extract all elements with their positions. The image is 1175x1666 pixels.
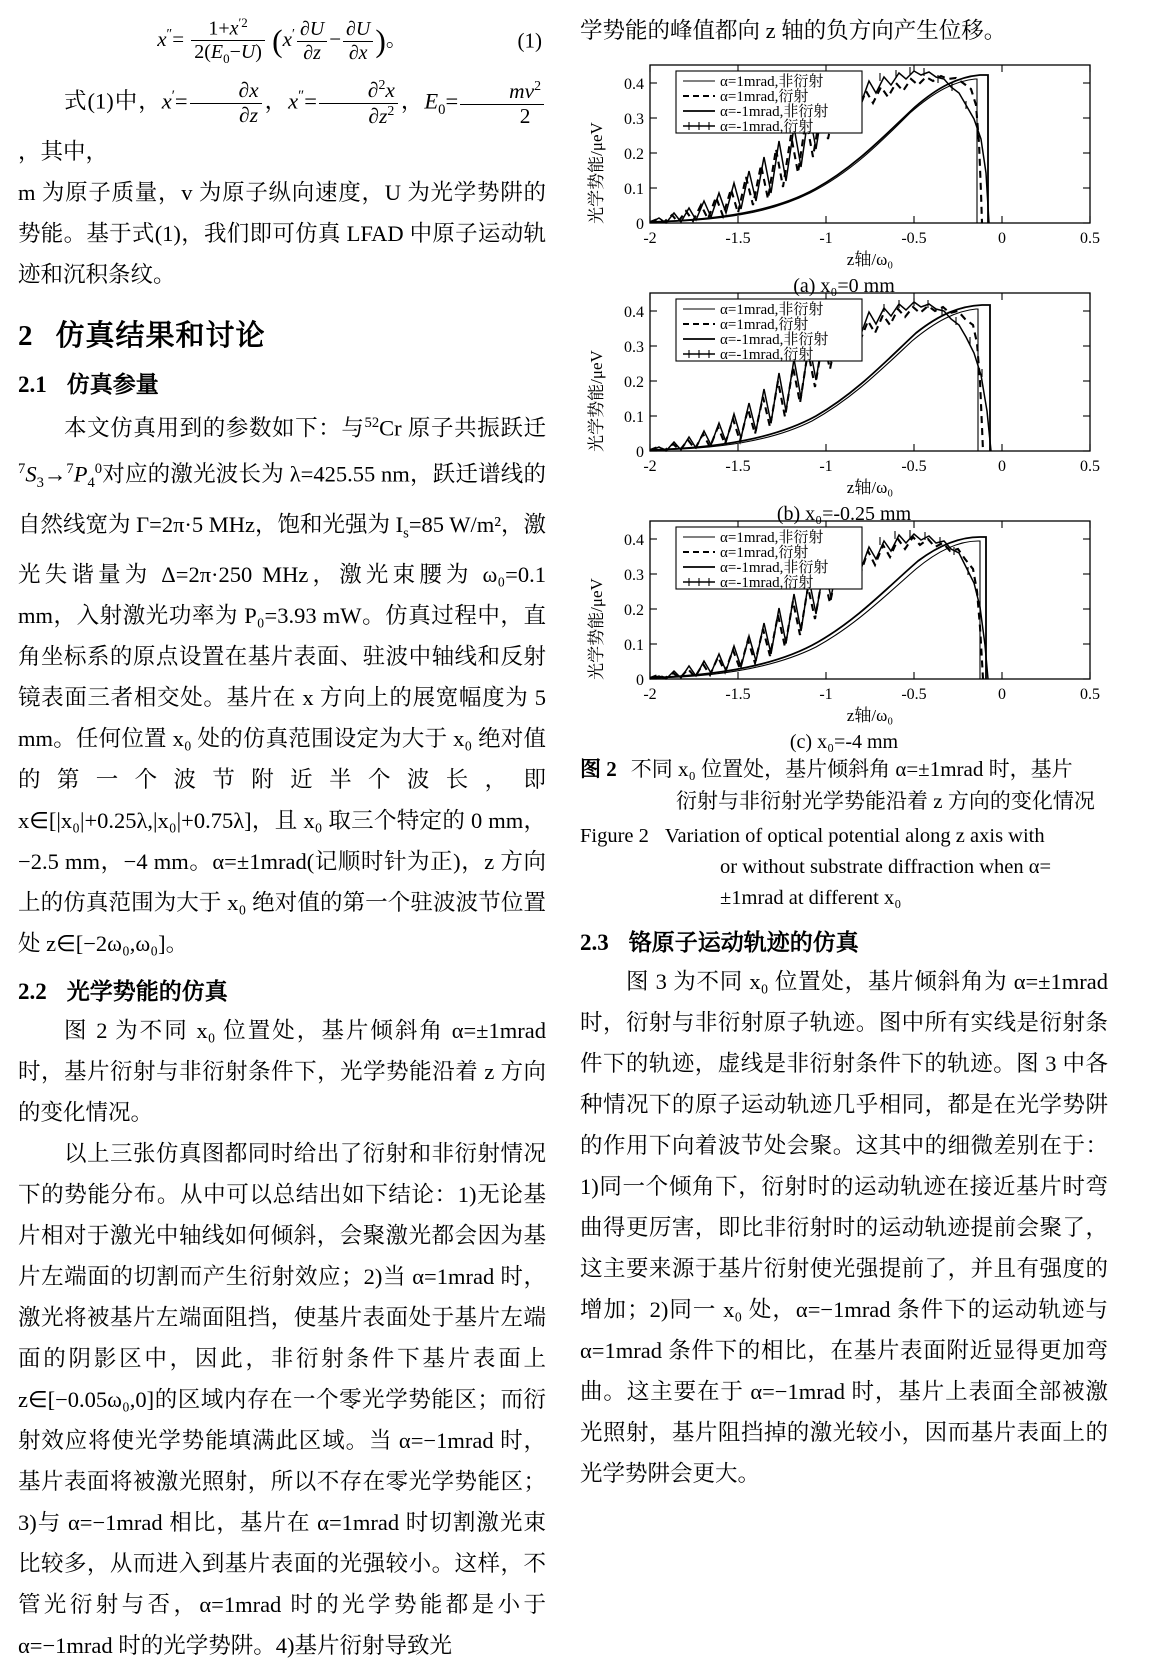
figure-caption-cn — [580, 753, 1108, 817]
svg-text:-2: -2 — [643, 458, 657, 475]
svg-text:0: 0 — [998, 458, 1006, 475]
svg-text:-1: -1 — [819, 230, 833, 247]
svg-text:0: 0 — [998, 230, 1006, 247]
chart-fig2a — [580, 53, 1108, 297]
figure-2 — [580, 53, 1108, 914]
isotope-superscript: 52 — [364, 415, 380, 432]
chart-svg-b — [580, 281, 1108, 503]
paragraph-top-right: 学势能的峰值都向 z 轴的负方向产生位移。 — [580, 18, 1007, 43]
svg-text:α=-1mrad,衍射: α=-1mrad,衍射 — [720, 575, 814, 591]
svg-text:0: 0 — [998, 686, 1006, 703]
paragraph-2-part-b: Cr 原子共振跃迁 — [379, 415, 546, 441]
svg-text:0.2: 0.2 — [624, 602, 644, 619]
svg-text:0.5: 0.5 — [1080, 230, 1100, 247]
subfigure-caption-b: (b) x₀=-0.25 mm — [776, 503, 912, 525]
paragraph-2: 本文仿真用到的参数如下：与$^{52}$Cr 原子共振跃迁$^7S_3\to^7P_4^0$对应的激光波长为 λ=425.55 nm，跃迁谱线的自然线宽为 Γ=2π·5 MHz，饱和光强为 $I_s=85$ W/m²，激光失谐量为 Δ=2π·250 MHz，激光束腰为 ω₀=0.1 mm，入射激光功率为 P₀=3.93 mW。仿真过程中，直角坐标系的原点设置在基片表面、驻波中轴线和反射镜表面三者相交处。基片在 x 方向上的展宽幅度为 5 mm。任何位置 x₀ 处的仿真范围设定为大于 x₀ 绝对值的第一个波节附近半个波长，即 x∈[|x₀|+0.25λ,|x₀|+0.75λ]，且 x₀ 取三个特定的 0 mm，−2.5 mm，−4 mm。α=±1mrad(记顺时针为正)，z 方向上的仿真范围为大于 x₀ 绝对值的第一个驻波波节位置处 z∈[−2ω₀,ω₀]。 — [18, 415, 547, 957]
paragraph-1: m 为原子质量，v 为原子纵向速度，U 为光学势阱的势能。基于式(1)，我们即可仿真 LFAD 中原子运动轨迹和沉积条纹。 — [18, 180, 546, 288]
section-heading-2 — [18, 313, 546, 354]
section-title: 仿真结果和讨论 — [55, 320, 266, 353]
figure-caption-en-line3: ±1mrad at different x₀ — [720, 887, 902, 909]
subsection-title: 光学势能的仿真 — [66, 979, 228, 1005]
subsection-heading-2-1 — [18, 366, 546, 399]
section-number: 2 — [18, 320, 34, 353]
figure-caption-en-label: Figure 2 — [580, 825, 649, 847]
svg-text:-1.5: -1.5 — [725, 230, 751, 247]
paragraph-5: 图 3 为不同 x₀ 位置处，基片倾斜角为 α=±1mrad时，衍射与非衍射原子轨迹。图中所有实线是衍射条件下的轨迹，虚线是非衍射条件下的轨迹。图 3 中各种情况下的原子运动轨迹几乎相同，都是在光学势阱的作用下向着波节处会聚。这其中的细微差别在于：1)同一个倾角下，衍射时的运动轨迹在接近基片时弯曲得更厉害，即比非衍射时的运动轨迹提前会聚了，这主要来源于基片衍射使光强提前了，并且有强度的增加；2)同一 x₀ 处，α=−1mrad 条件下的运动轨迹与 α=1mrad 条件下的相比，在基片表面附近显得更加弯曲。这主要在于 α=−1mrad 时，基片上表面全部被激光照射，基片阻挡掉的激光较小，因而基片表面上的光学势阱会更大。 — [580, 969, 1108, 1486]
figure-caption-label: 图 2 — [580, 757, 617, 781]
svg-text:-0.5: -0.5 — [901, 686, 927, 703]
svg-text:0.1: 0.1 — [624, 409, 644, 426]
svg-text:-2: -2 — [643, 230, 657, 247]
svg-text:α=1mrad,非衍射: α=1mrad,非衍射 — [720, 74, 824, 90]
svg-text:-2: -2 — [643, 686, 657, 703]
right-column — [580, 10, 1108, 1635]
figure-caption-cn-line2: 衍射与非衍射光学势能沿着 z 方向的变化情况 — [676, 789, 1095, 813]
chart-legend-b — [676, 299, 862, 363]
svg-text:α=-1mrad,衍射: α=-1mrad,衍射 — [720, 119, 814, 135]
svg-text:0.5: 0.5 — [1080, 458, 1100, 475]
svg-text:0.5: 0.5 — [1080, 686, 1100, 703]
svg-text:-1.5: -1.5 — [725, 458, 751, 475]
axis-label-x: z轴/ω₀ — [846, 478, 894, 497]
svg-text:-0.5: -0.5 — [901, 230, 927, 247]
figure-caption-en — [580, 821, 1108, 914]
chart-svg-c — [580, 509, 1108, 731]
svg-text:α=-1mrad,非衍射: α=-1mrad,非衍射 — [720, 332, 829, 348]
svg-text:0.2: 0.2 — [624, 374, 644, 391]
paragraph-2-part-c: 对应的激光波长为 λ=425.55 nm，跃迁谱线的自然线宽为 Γ=2π·5 MHz，饱和光强为 I — [18, 461, 546, 537]
chart-legend-a — [676, 71, 862, 135]
svg-text:α=1mrad,衍射: α=1mrad,衍射 — [720, 317, 809, 333]
svg-text:0.3: 0.3 — [624, 111, 644, 128]
equation-number: (1) — [517, 28, 542, 53]
svg-text:α=1mrad,衍射: α=1mrad,衍射 — [720, 545, 809, 561]
subsection-heading-2-3 — [580, 924, 1108, 957]
axis-label-y: 光学势能/μeV — [587, 350, 606, 452]
svg-text:0.4: 0.4 — [624, 532, 644, 549]
subsection-number: 2.3 — [580, 930, 609, 955]
subfigure-caption-a: (a) x₀=0 mm — [793, 275, 895, 297]
svg-text:α=1mrad,非衍射: α=1mrad,非衍射 — [720, 302, 824, 318]
formula-description: 式(1)中，x′= $\frac{\partial x}{\partial z}$ ，x″= $\frac{\partial^2x}{\partial z^2}$ ，$E_0=$ $\frac{mv^2}{2}$ ，其中， — [18, 76, 546, 172]
svg-text:0.2: 0.2 — [624, 146, 644, 163]
paragraph-3: 图 2 为不同 x₀ 位置处，基片倾斜角 α=±1mrad时，基片衍射与非衍射条件下，光学势能沿着 z 方向的变化情况。 — [18, 1018, 546, 1126]
svg-text:0.3: 0.3 — [624, 567, 644, 584]
svg-text:0: 0 — [636, 672, 644, 689]
chart-fig2b — [580, 281, 1108, 525]
two-column-layout — [18, 10, 1157, 1659]
axis-label-x: z轴/ω₀ — [846, 706, 894, 725]
subsection-title: 铬原子运动轨迹的仿真 — [628, 930, 859, 955]
axis-label-x: z轴/ω₀ — [846, 250, 894, 269]
axis-label-y: 光学势能/μeV — [587, 122, 606, 224]
paragraph-2-part-a: 本文仿真用到的参数如下：与 — [64, 415, 365, 441]
svg-text:α=1mrad,非衍射: α=1mrad,非衍射 — [720, 530, 824, 546]
svg-text:0.4: 0.4 — [624, 76, 644, 93]
subsection-number: 2.2 — [18, 979, 47, 1005]
svg-text:α=-1mrad,非衍射: α=-1mrad,非衍射 — [720, 104, 829, 120]
svg-text:-1: -1 — [819, 686, 833, 703]
subsection-title: 仿真参量 — [66, 372, 159, 398]
svg-text:-0.5: -0.5 — [901, 458, 927, 475]
svg-text:0.3: 0.3 — [624, 339, 644, 356]
figure-caption-cn-line1: 不同 x₀ 位置处，基片倾斜角 α=±1mrad 时，基片 — [630, 757, 1073, 781]
svg-text:0.1: 0.1 — [624, 181, 644, 198]
chart-fig2c — [580, 509, 1108, 753]
svg-text:0: 0 — [636, 216, 644, 233]
left-column — [18, 10, 547, 1659]
figure-caption-en-line2: or without substrate diffraction when α= — [720, 856, 1052, 878]
subfigure-caption-c: (c) x₀=-4 mm — [789, 731, 899, 753]
paragraph-4: 以上三张仿真图都同时给出了衍射和非衍射情况下的势能分布。从中可以总结出如下结论：1)无论基片相对于激光中轴线如何倾斜，会聚激光都会因为基片左端面的切割而产生衍射效应；2)当 α=1mrad 时，激光将被基片左端面阻挡，使基片表面处于基片左端面的阴影区中，因此，非衍射条件下基片表面上 z∈[−0.05ω₀,0]的区域内存在一个零光学势能区；而衍射效应将使光学势能填满此区域。当 α=−1mrad 时，基片表面将被激光照射，所以不存在零光学势能区；3)与 α=−1mrad 相比，基片在 α=1mrad 时切割激光束比较多，从而进入到基片表面的光强较小。这样，不管光衍射与否，α=1mrad 时的光学势能都是小于 α=−1mrad 时的光学势阱。4)基片衍射导致光 — [18, 1141, 546, 1659]
svg-text:0: 0 — [636, 444, 644, 461]
svg-text:α=1mrad,衍射: α=1mrad,衍射 — [720, 89, 809, 105]
equation-1: x″= $\frac{1+x^{'2}}{2(E_0-U)}$ (x′ $\frac{\partial U}{\partial z}$ − $\frac{\partial U}{\partial x}$ )。 (1) — [157, 15, 542, 66]
svg-text:0.4: 0.4 — [624, 304, 644, 321]
subsection-heading-2-2 — [18, 973, 546, 1006]
chart-svg-a — [580, 53, 1108, 275]
subsection-number: 2.1 — [18, 372, 47, 398]
svg-text:α=-1mrad,非衍射: α=-1mrad,非衍射 — [720, 560, 829, 576]
svg-text:-1: -1 — [819, 458, 833, 475]
figure-caption-en-line1: Variation of optical potential along z axis with — [664, 825, 1045, 847]
chart-legend-c — [676, 527, 862, 591]
svg-text:α=-1mrad,衍射: α=-1mrad,衍射 — [720, 347, 814, 363]
paragraph-2-part-d: =85 W/m²，激光失谐量为 Δ=2π·250 MHz，激光束腰为 ω₀=0.1 mm，入射激光功率为 P₀=3.93 mW。仿真过程中，直角坐标系的原点设置在基片表面、驻波中轴线和反射镜表面三者相交处。基片在 x 方向上的展宽幅度为 5 mm。任何位置 x₀ 处的仿真范围设定为大于 x₀ 绝对值的第一个波节附近半个波长，即 x∈[|x₀|+0.25λ,|x₀|+0.75λ]，且 x₀ 取三个特定的 0 mm，−2.5 mm，−4 mm。α=±1mrad(记顺时针为正)，z 方向上的仿真范围为大于 x₀ 绝对值的第一个驻波波节位置处 z∈[−2ω₀,ω₀]。 — [18, 511, 547, 957]
axis-label-y: 光学势能/μeV — [587, 578, 606, 680]
svg-text:-1.5: -1.5 — [725, 686, 751, 703]
svg-text:0.1: 0.1 — [624, 637, 644, 654]
